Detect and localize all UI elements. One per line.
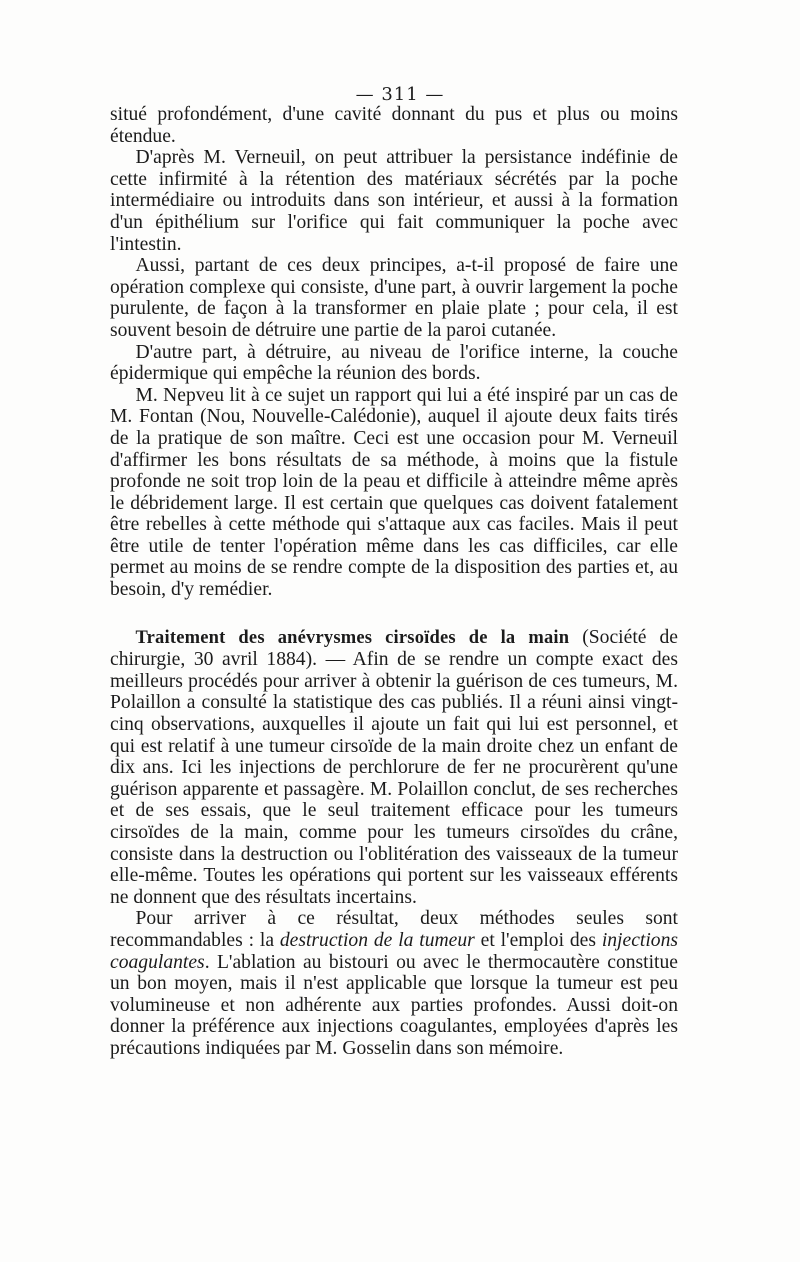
section-spacer: [110, 601, 678, 627]
section-title: Traitement des anévrysmes cirsoïdes de la main: [135, 627, 570, 648]
page-number: — 311 —: [355, 84, 445, 105]
paragraph-methods: [110, 908, 678, 1059]
paragraph-orifice: D'autre part, à détruire, au niveau de l'orifice interne, la couche épidermique qui empêche la réunion des bords.: [110, 341, 678, 385]
body-text: [110, 104, 678, 1060]
methods-text-2: et l'emploi des: [474, 929, 602, 951]
paragraph-continuation: situé profondément, d'une cavité donnant du pus et plus ou moins étendue.: [110, 104, 678, 147]
paragraph-section-aneurysm: [110, 627, 678, 909]
paragraph-operation: Aussi, partant de ces deux principes, a-t-il proposé de faire une opération complexe qui consiste, d'une part, à ouvrir largement la poche purulente, de façon à la transformer en plaie plate ; pour cela, il est souvent besoin de détruire une partie de la paroi cutanée.: [110, 255, 678, 341]
section-body: (Société de chirurgie, 30 avril 1884). — Afin de se rendre un compte exact des meilleurs procédés pour arriver à obtenir la guérison de ces tumeurs, M. Polaillon a consulté la statistique des cas publiés. Il a réuni ainsi vingt-cinq observations, auxquelles il ajoute un fait qui lui est personnel, et qui est relatif à une tumeur cirsoïde de la main droite chez un enfant de dix ans. Ici les injections de perchlorure de fer ne procurèrent qu'une guérison apparente et passagère. M. Polaillon conclut, de ses recherches et de ses essais, que le seul traitement efficace pour les tumeurs cirsoïdes de la main, comme pour les tumeurs cirsoïdes du crâne, consiste dans la destruction ou l'oblitération des vaisseaux de la tumeur elle-même. Toutes les opérations qui portent sur les vaisseaux efférents ne donnent que des résultats incertains.: [110, 626, 678, 908]
methods-text-1: Pour arriver à ce résultat, deux méthodes seules sont recommandables : la: [110, 908, 678, 951]
methods-emphasis-destruction: destruction de la tumeur: [279, 929, 475, 951]
paragraph-nepveu-report: M. Nepveu lit à ce sujet un rapport qui lui a été inspiré par un cas de M. Fontan (Nou, Nouvelle-Calédonie), auquel il ajoute deux faits tirés de la pratique de son maître. Ceci est une occasion pour M. Verneuil d'affirmer les bons résultats de sa méthode, à moins que la fistule profonde ne soit trop loin de la peau et difficile à atteindre même après le débridement large. Il est certain que quelques cas doivent fatalement être rebelles à cette méthode qui s'attaque aux cas faciles. Mais il peut être utile de tenter l'opération même dans les cas difficiles, car elle permet au moins de se rendre compte de la disposition des parties et, au besoin, d'y remédier.: [110, 384, 678, 601]
methods-emphasis-injections: injections coagulantes: [110, 929, 678, 973]
methods-text-3: . L'ablation au bistouri ou avec le thermocautère constitue un bon moyen, mais il n'est applicable que lorsque la tumeur est peu volumineuse et non adhérente aux parties profondes. Aussi doit-on donner la préférence aux injections coagulantes, employées d'après les précautions indiquées par M. Gosselin dans son mémoire.: [110, 951, 678, 1059]
paragraph-verneuil-theory: D'après M. Verneuil, on peut attribuer la persistance indéfinie de cette infirmité à la rétention des matériaux sécrétés par la poche intermédiaire ou introduits dans son intérieur, et aussi à la formation d'un épithélium sur l'orifice qui fait communiquer la poche avec l'intestin.: [110, 147, 678, 255]
